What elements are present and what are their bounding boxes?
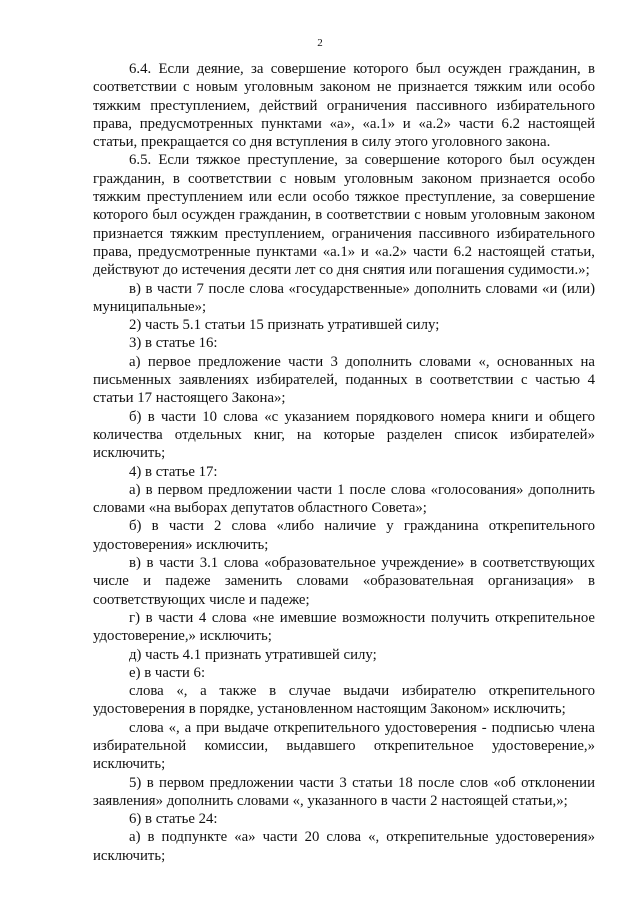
page-number: 2	[317, 37, 323, 49]
paragraph-item-5: 5) в первом предложении части 3 статьи 18 после слов «об отклонении заявления» дополнить словами «, указанного в части 2 настоящей статьи,»;	[93, 774, 595, 809]
paragraph-item-2: 2) часть 5.1 статьи 15 признать утратившей силу;	[129, 317, 440, 334]
paragraph-item-3: 3) в статье 16:	[129, 335, 218, 352]
paragraph-item-4g: г) в части 4 слова «не имевшие возможности получить открепительное удостоверение,» исключить;	[93, 609, 595, 645]
paragraph-item-4e: е) в части 6:	[129, 664, 206, 681]
paragraph-item-v-part-7: в) в части 7 после слова «государственные» дополнить словами «и (или) муниципальные»;	[93, 280, 595, 315]
paragraph-item-4d: д) часть 4.1 признать утратившей силу;	[129, 646, 377, 663]
paragraph-item-4b: б) в части 2 слова «либо наличие у гражданина открепительного удостоверения» исключить;	[93, 518, 595, 553]
document-body	[93, 60, 595, 865]
paragraph-item-4e-words-2: слова «, а при выдаче открепительного удостоверения - подписью члена избирательной комиссии, выдавшего открепительное удостоверение,» исключить;	[93, 719, 595, 773]
paragraph-item-4v: в) в части 3.1 слова «образовательное учреждение» в соответствующих числе и падеже заменить словами «образовательная организация» в соответствующих числе и падеже;	[93, 555, 595, 608]
paragraph-item-6: 6) в статье 24:	[129, 811, 218, 828]
paragraph-item-4a: а) в первом предложении части 1 после слова «голосования» дополнить словами «на выборах депутатов областного Совета»;	[93, 481, 595, 517]
paragraph-item-4e-words-1: слова «, а также в случае выдачи избирателю открепительного удостоверения в порядке, установленном настоящим Законом» исключить;	[93, 683, 595, 718]
paragraph-6-4: 6.4. Если деяние, за совершение которого был осужден гражданин, в соответствии с новым уголовным законом не признается тяжким или особо тяжким преступлением, действий ограничения пассивного избирательного права, предусмотренных пунктами «а», «а.1» и «а.2» части 6.2 настоящей статьи, прекращается со дня вступления в силу этого уголовного закона.	[93, 61, 595, 151]
paragraph-6-5: 6.5. Если тяжкое преступление, за совершение которого был осужден гражданин, в соответствии с новым уголовным законом признается особо тяжким преступлением или если особо тяжкое преступление, за совершение которого был осужден гражданин, в соответствии с новым уголовным законом признается тяжким преступлением, ограничения пассивного избирательного права, предусмотренные пунктами «а.1» и «а.2» части 6.2 настоящей статьи, действуют до истечения десяти лет со дня снятия или погашения судимости.»;	[93, 152, 595, 279]
paragraph-item-4: 4) в статье 17:	[129, 463, 218, 480]
paragraph-item-3a: а) первое предложение части 3 дополнить словами «, основанных на письменных заявлениях избирателей, поданных в соответствии с частью 4 статьи 17 настоящего Закона»;	[93, 353, 595, 407]
paragraph-item-3b: б) в части 10 слова «с указанием порядкового номера книги и общего количества отдельных книг, на которые разделен список избирателей» исключить;	[93, 408, 595, 462]
paragraph-item-6a: а) в подпункте «а» части 20 слова «, открепительные удостоверения» исключить;	[93, 829, 595, 864]
